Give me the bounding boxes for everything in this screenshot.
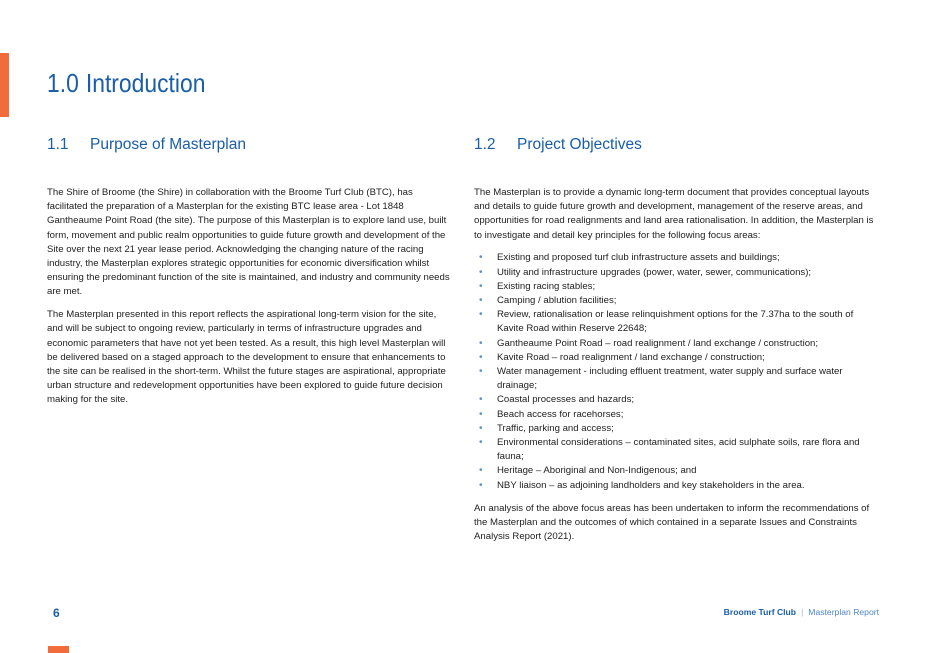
bullet-icon: • [479,337,483,349]
purpose-paragraph: The Shire of Broome (the Shire) in collaboration with the Broome Turf Club (BTC), has facilitated the preparation of a Masterplan for the existing BTC lease area - Lot 1848 Gantheaume Point Road (the site). The purpose of this Masterplan is to explore land use, built form, movement and public realm opportunities to guide future growth and development of the Site over the next 21 year lease period. Acknowledging the changing nature of the racing industry, the Masterplan explores strategic opportunities for economic diversification whilst ensuring the predominant function of the site is maintained, and industry and community needs are met. [47,187,450,298]
list-item: • Utility and infrastructure upgrades (power, water, sewer, communications); [474,266,879,280]
orange-accent-bar [0,53,9,117]
list-item: • Gantheaume Point Road – road realignment / land exchange / construction; [474,337,879,351]
bullet-icon: • [479,280,483,292]
bullet-icon: • [479,408,483,420]
bullet-icon: • [479,365,483,377]
focus-area-list [474,251,879,492]
list-item: • Existing and proposed turf club infrastructure assets and buildings; [474,251,879,265]
purpose-number: 1.1 [47,136,69,153]
purpose-heading [47,136,452,154]
page-number: 6 [53,606,60,620]
objectives-column [474,136,879,553]
section-title: Introduction [85,68,206,98]
objectives-closing: An analysis of the above focus areas has been undertaken to inform the recommendations of the Masterplan and the outcomes of which contained in a separate Issues and Constraints Analysis Report (2021). [474,502,870,543]
list-item: • Existing racing stables; [474,280,879,294]
bullet-icon: • [479,465,483,477]
footer [724,607,879,617]
purpose-column [47,136,452,416]
list-item: • Heritage – Aboriginal and Non-Indigenous; and [474,464,879,478]
bullet-icon: • [479,309,483,321]
bullet-icon: • [479,294,483,306]
list-item: • Coastal processes and hazards; [474,393,879,407]
section-number: 1.0 [47,68,79,98]
list-item: • Water management - including effluent treatment, water supply and surface water drainage; [479,365,843,392]
bullet-icon: • [479,351,483,363]
bullet-icon: • [479,266,483,278]
list-item: • Environmental considerations – contaminated sites, acid sulphate soils, rare flora and fauna; [479,436,860,463]
footer-separator: | [801,607,804,617]
objectives-intro: The Masterplan is to provide a dynamic long-term document that provides conceptual layouts and details to guide future growth and development, management of the reserve areas, and opportunities for road realignments and land area rationalisation. In addition, the Masterplan is to investigate and detail key principles for the following focus areas: [474,187,874,241]
footer-organisation: Broome Turf Club [723,607,797,617]
bullet-icon: • [479,394,483,406]
bullet-icon: • [479,436,483,448]
list-item: • NBY liaison – as adjoining landholders and key stakeholders in the area. [474,479,879,493]
objectives-heading [474,136,879,154]
footer-document: Masterplan Report [808,607,879,617]
list-item: • Kavite Road – road realignment / land exchange / construction; [474,351,879,365]
page-title [47,68,205,99]
list-item: • Traffic, parking and access; [474,422,879,436]
bullet-icon: • [479,422,483,434]
objectives-title: Project Objectives [517,136,642,153]
purpose-paragraph: The Masterplan presented in this report reflects the aspirational long-term vision for the site, and will be subject to ongoing review, particularly in terms of infrastructure upgrades and economic parameters that have not yet been tested. As a result, this high level Masterplan will be delivered based on a staged approach to the development to ensure that enhancements to the site can be realised in the short-term. Whilst the future stages are aspirational, appropriate urban structure and redevelopment opportunities have been explored to guide future decision making for the site. [47,309,446,406]
list-item: • Review, rationalisation or lease relinquishment options for the 7.37ha to the south of Kavite Road within Reserve 22648; [479,309,854,335]
objectives-number: 1.2 [474,136,496,153]
bullet-icon: • [479,252,483,264]
list-item: • Beach access for racehorses; [474,408,879,422]
purpose-title: Purpose of Masterplan [90,136,246,153]
list-item: • Camping / ablution facilities; [474,294,879,308]
bullet-icon: • [479,479,483,491]
bottom-accent-bar [48,646,69,653]
